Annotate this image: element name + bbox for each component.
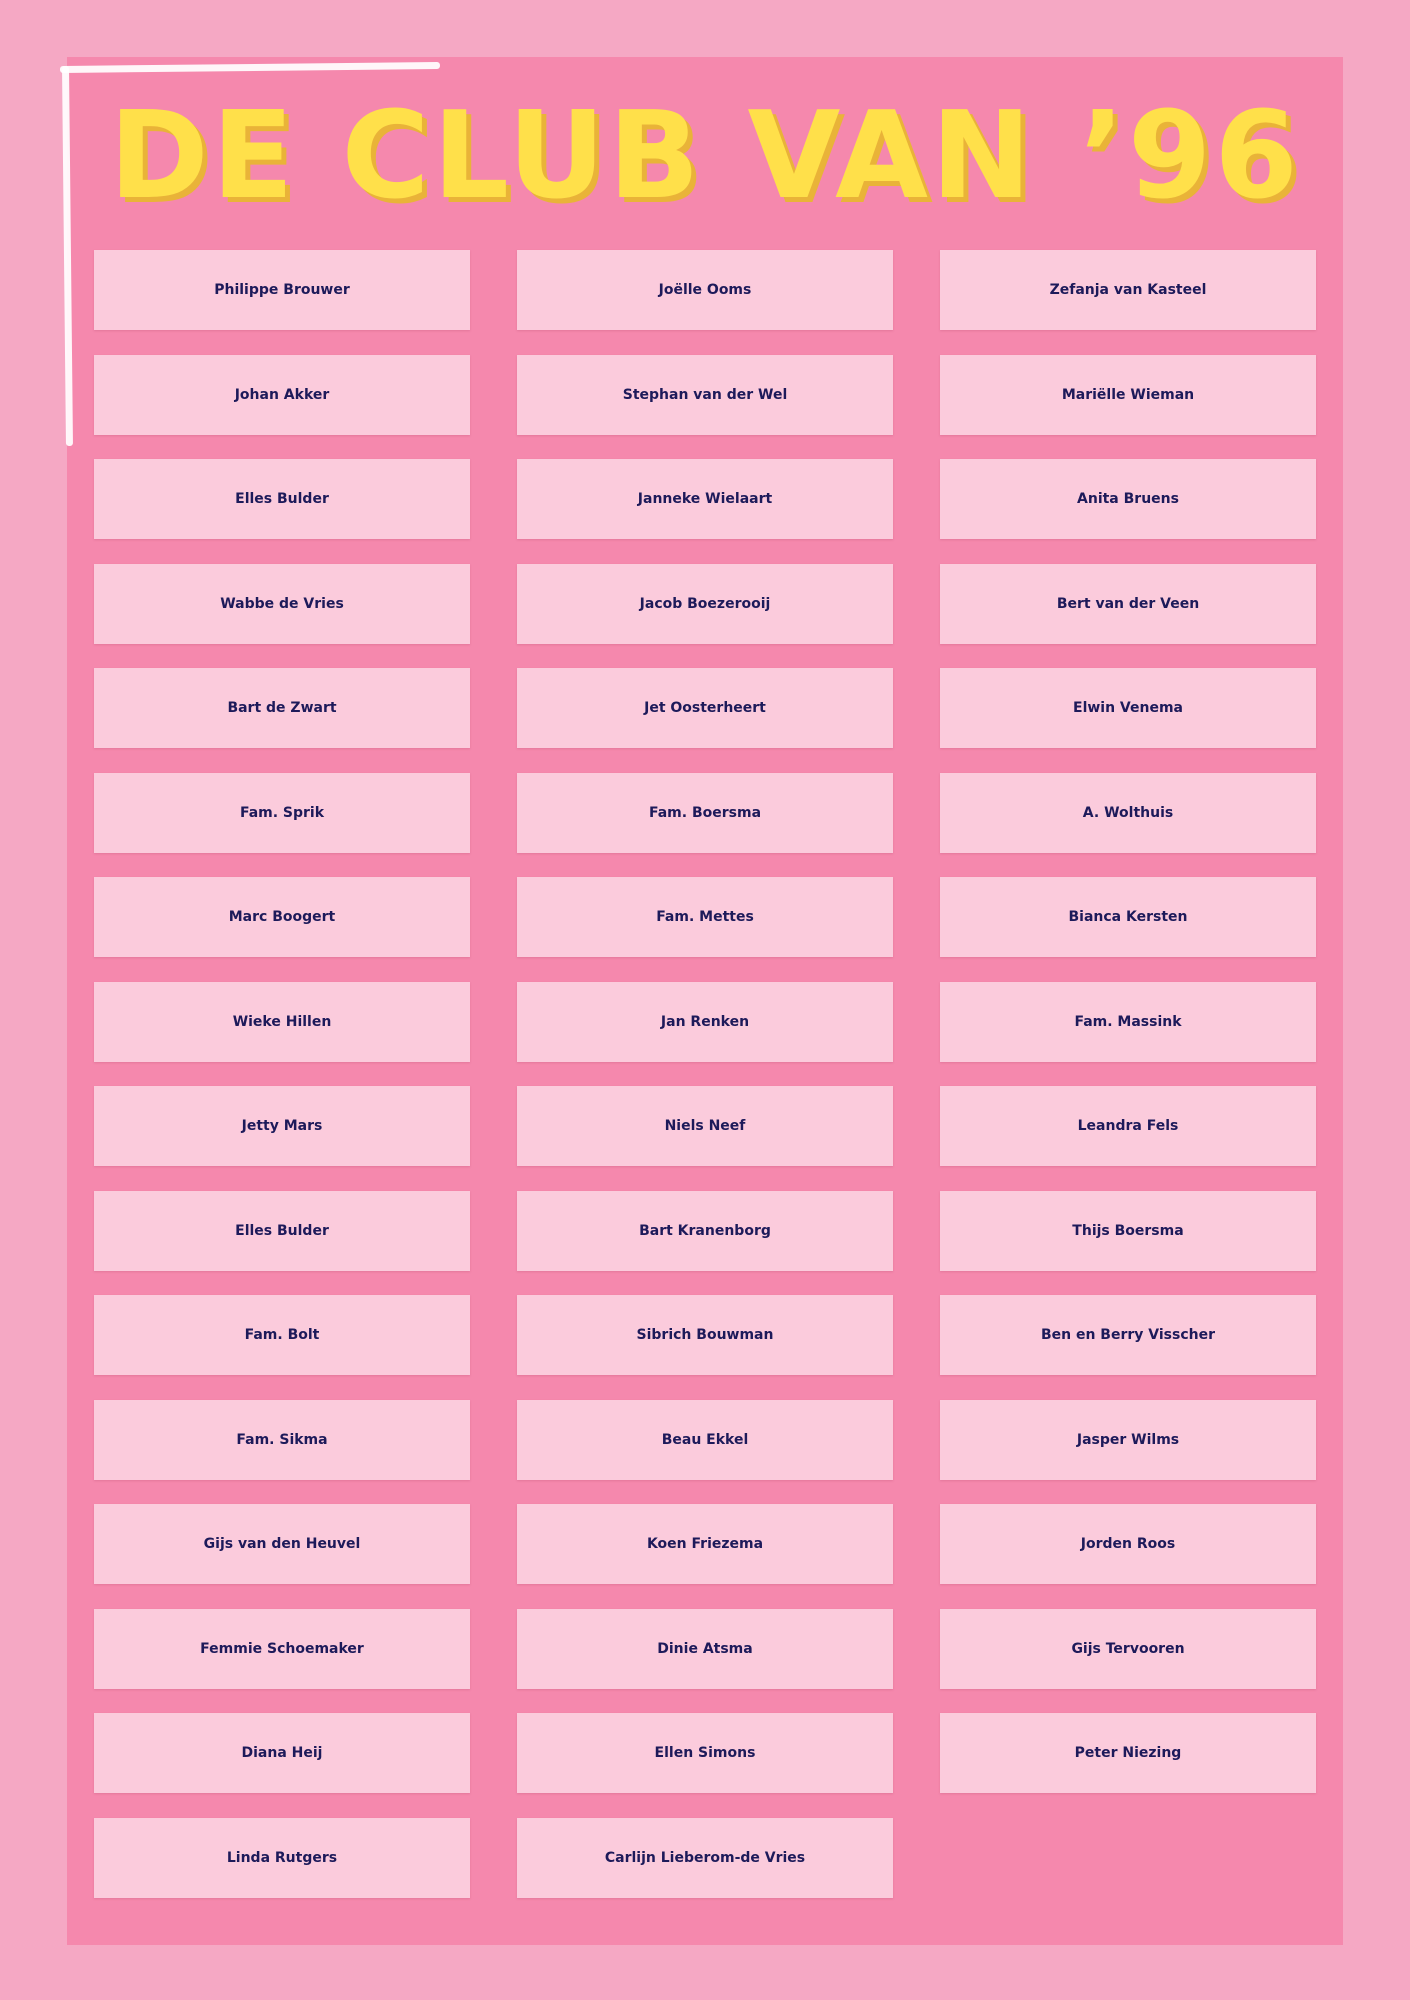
name-card: Sibrich Bouwman [517,1295,893,1375]
name-card: Mariëlle Wieman [940,355,1316,435]
name-card: Bert van der Veen [940,564,1316,644]
name-card: Jorden Roos [940,1504,1316,1584]
name-card: Gijs van den Heuvel [94,1504,470,1584]
name-card: Fam. Boersma [517,773,893,853]
name-card: Leandra Fels [940,1086,1316,1166]
name-card: Thijs Boersma [940,1191,1316,1271]
name-card: Jasper Wilms [940,1400,1316,1480]
poster-title: DE CLUB VAN ’96 [109,87,1301,226]
names-grid [94,250,1316,1898]
name-card: Fam. Massink [940,982,1316,1062]
name-card: Bianca Kersten [940,877,1316,957]
name-card: Jan Renken [517,982,893,1062]
name-card: Jacob Boezerooij [517,564,893,644]
name-card: Marc Boogert [94,877,470,957]
name-card: Wabbe de Vries [94,564,470,644]
name-card: Gijs Tervooren [940,1609,1316,1689]
name-card: Jetty Mars [94,1086,470,1166]
name-card: Carlijn Lieberom-de Vries [517,1818,893,1898]
name-card: Fam. Mettes [517,877,893,957]
name-card: Fam. Bolt [94,1295,470,1375]
name-card: Philippe Brouwer [94,250,470,330]
name-card: Beau Ekkel [517,1400,893,1480]
name-card: Niels Neef [517,1086,893,1166]
name-card: Jet Oosterheert [517,668,893,748]
name-card: Koen Friezema [517,1504,893,1584]
name-card: A. Wolthuis [940,773,1316,853]
name-card: Femmie Schoemaker [94,1609,470,1689]
name-card: Ben en Berry Visscher [940,1295,1316,1375]
name-card: Bart Kranenborg [517,1191,893,1271]
name-card: Bart de Zwart [94,668,470,748]
name-card: Elles Bulder [94,459,470,539]
name-card: Fam. Sikma [94,1400,470,1480]
name-card: Fam. Sprik [94,773,470,853]
name-card: Dinie Atsma [517,1609,893,1689]
name-card: Johan Akker [94,355,470,435]
name-card: Elles Bulder [94,1191,470,1271]
name-card: Linda Rutgers [94,1818,470,1898]
name-card: Ellen Simons [517,1713,893,1793]
name-card: Diana Heij [94,1713,470,1793]
name-card: Wieke Hillen [94,982,470,1062]
name-card: Elwin Venema [940,668,1316,748]
name-card: Janneke Wielaart [517,459,893,539]
name-card: Joëlle Ooms [517,250,893,330]
name-card: Stephan van der Wel [517,355,893,435]
name-card: Anita Bruens [940,459,1316,539]
name-card: Peter Niezing [940,1713,1316,1793]
name-card: Zefanja van Kasteel [940,250,1316,330]
